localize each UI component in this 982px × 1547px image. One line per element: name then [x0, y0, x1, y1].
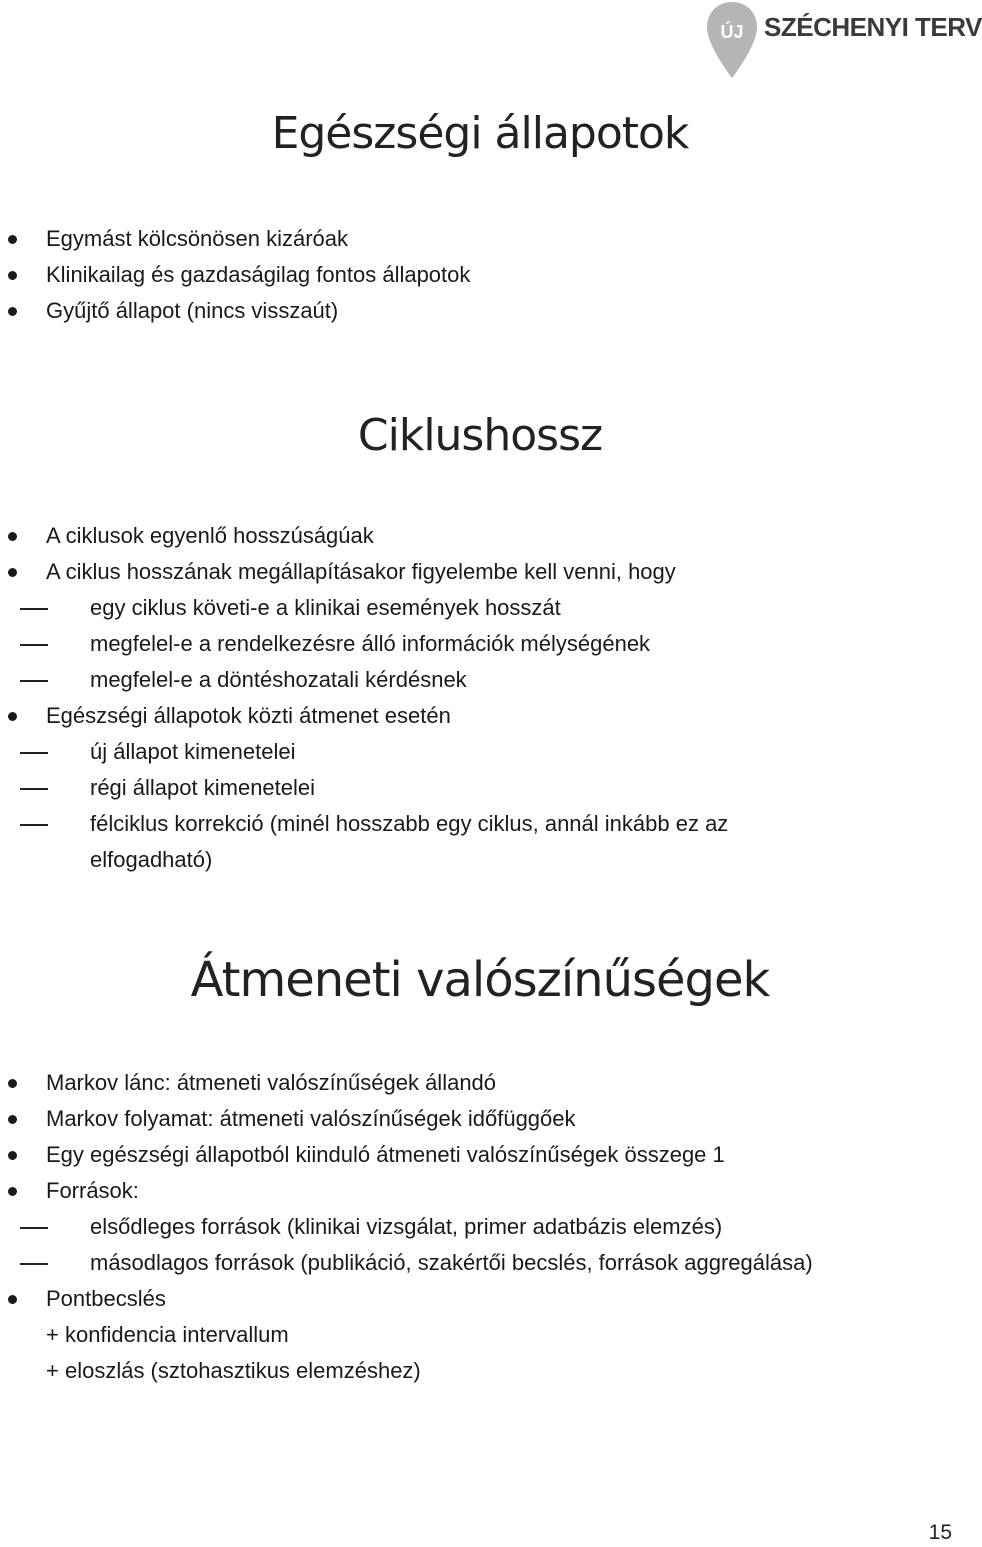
- list-item: Gyűjtő állapot (nincs visszaút): [46, 298, 338, 324]
- dash-icon: [20, 1227, 48, 1229]
- location-pin-icon: [704, 0, 760, 82]
- dash-icon: [20, 608, 48, 610]
- bullet-icon: [8, 1151, 17, 1160]
- dash-icon: [20, 644, 48, 646]
- list-item: Pontbecslés: [46, 1286, 166, 1312]
- sub-list-item: új állapot kimenetelei: [90, 739, 295, 765]
- section-title-atmeneti-valoszinusegek: Átmeneti valószínűségek: [190, 952, 770, 1008]
- page-number: 15: [928, 1521, 952, 1544]
- bullet-icon: [8, 712, 17, 721]
- bullet-icon: [8, 1079, 17, 1088]
- sub-list-item: megfelel-e a döntéshozatali kérdésnek: [90, 667, 467, 693]
- section-title-egeszsegi-allapotok: Egészségi állapotok: [271, 108, 689, 159]
- logo-pin-text: ÚJ: [720, 22, 744, 42]
- bullet-icon: [8, 1295, 17, 1304]
- plain-line: + konfidencia intervallum: [46, 1322, 289, 1347]
- logo-text: SZÉCHENYI TERV: [764, 12, 982, 42]
- bullet-icon: [8, 307, 17, 316]
- list-item: Markov lánc: átmeneti valószínűségek állandó: [46, 1070, 496, 1096]
- sub-list-item: félciklus korrekció (minél hosszabb egy ciklus, annál inkább ez az: [90, 811, 728, 837]
- list-item: Egészségi állapotok közti átmenet esetén: [46, 703, 451, 729]
- sub-list-item: régi állapot kimenetelei: [90, 775, 315, 801]
- dash-icon: [20, 680, 48, 682]
- dash-icon: [20, 752, 48, 754]
- plain-line: + eloszlás (sztohasztikus elemzéshez): [46, 1358, 421, 1383]
- bullet-icon: [8, 1115, 17, 1124]
- dash-icon: [20, 1263, 48, 1265]
- dash-icon: [20, 788, 48, 790]
- bullet-icon: [8, 271, 17, 280]
- list-item: Egy egészségi állapotból kiinduló átmeneti valószínűségek összege 1: [46, 1142, 725, 1168]
- list-item: Klinikailag és gazdaságilag fontos állapotok: [46, 262, 470, 288]
- bullet-icon: [8, 235, 17, 244]
- list-item: A ciklusok egyenlő hosszúságúak: [46, 523, 374, 549]
- list-item: A ciklus hosszának megállapításakor figyelembe kell venni, hogy: [46, 559, 676, 585]
- szechenyi-terv-logo: [700, 0, 982, 84]
- list-item: Egymást kölcsönösen kizáróak: [46, 226, 348, 252]
- sub-list-item: egy ciklus követi-e a klinikai események hosszát: [90, 595, 561, 621]
- sub-list-item: másodlagos források (publikáció, szakértői becslés, források aggregálása): [90, 1250, 813, 1276]
- bullet-icon: [8, 532, 17, 541]
- bullet-icon: [8, 568, 17, 577]
- section-title-ciklushossz: Ciklushossz: [357, 410, 603, 461]
- sub-list-item: megfelel-e a rendelkezésre álló információk mélységének: [90, 631, 650, 657]
- dash-icon: [20, 824, 48, 826]
- bullet-icon: [8, 1187, 17, 1196]
- list-item: Markov folyamat: átmeneti valószínűségek időfüggőek: [46, 1106, 576, 1132]
- sub-list-item-continuation: elfogadható): [90, 847, 213, 872]
- sub-list-item: elsődleges források (klinikai vizsgálat, primer adatbázis elemzés): [90, 1214, 722, 1240]
- list-item: Források:: [46, 1178, 139, 1204]
